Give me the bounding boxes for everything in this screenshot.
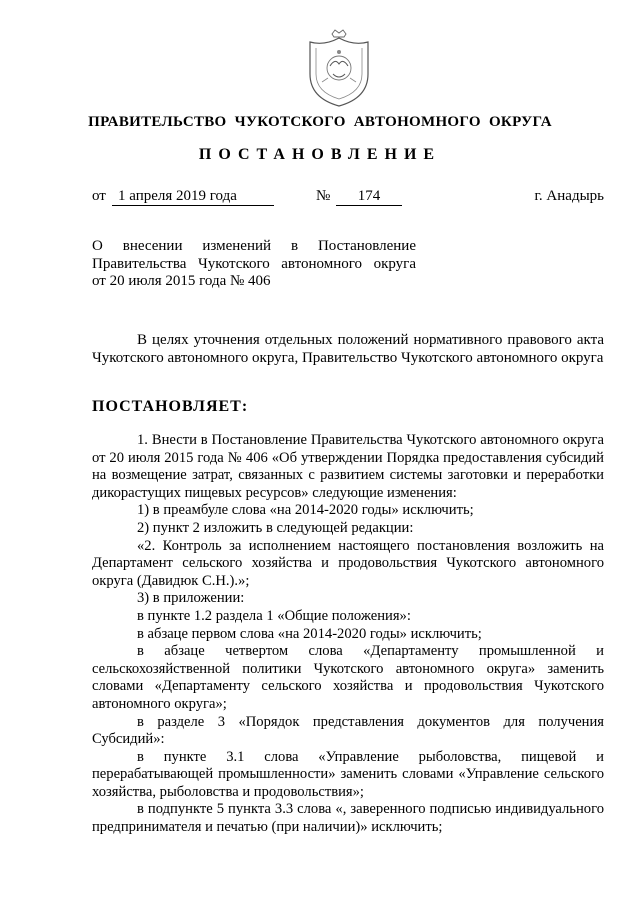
paragraph-9: в разделе 3 «Порядок представления документов для получения Субсидий»:: [92, 713, 604, 748]
document-subject: [92, 238, 416, 291]
paragraph-1: 1. Внести в Постановление Правительства Чукотского автономного округа от 20 июля 2015 года № 406 «Об утверждении Порядка предоставления субсидий на возмещение затрат, связанных с развитием системы заготовки и переработки дикорастущих пищевых ресурсов» следующие изменения:: [92, 432, 604, 501]
date-prefix: от: [92, 188, 106, 204]
government-title: ПРАВИТЕЛЬСТВО ЧУКОТСКОГО АВТОНОМНОГО ОКРУГА: [88, 114, 552, 130]
document-meta-row: [92, 188, 604, 210]
paragraph-8: в абзаце четвертом слова «Департаменту промышленной и сельскохозяйственной политики Чукотского автономного округа» заменить словами «Департаменту сельского хозяйства и продовольствия Чукотского автономного округа»;: [92, 643, 604, 712]
number-prefix: №: [316, 188, 331, 204]
coat-of-arms-emblem: [302, 28, 376, 110]
paragraph-11: в подпункте 5 пункта 3.3 слова «, заверенного подписью индивидуального предпринимателя и печатью (при наличии)» исключить;: [92, 801, 604, 836]
date-field-underline: [112, 188, 274, 206]
document-number: 174: [336, 188, 402, 206]
paragraph-10: в пункте 3.1 слова «Управление рыболовства, пищевой и перерабатывающей промышленности» заменить словами «Управление сельского хозяйства, рыболовства и продовольствия»;: [92, 748, 604, 800]
paragraph-4: «2. Контроль за исполнением настоящего постановления возложить на Департамент сельского хозяйства и продовольствия Чукотского автономного округа (Давидюк С.Н.).»;: [92, 537, 604, 589]
paragraph-6: в пункте 1.2 раздела 1 «Общие положения»:: [137, 607, 411, 624]
paragraph-3: 2) пункт 2 изложить в следующей редакции:: [137, 519, 414, 536]
document-date: 1 апреля 2019 года: [118, 188, 237, 204]
subject-line-2: Правительства Чукотского автономного округа: [92, 255, 416, 272]
subject-line-3: от 20 июля 2015 года № 406: [92, 273, 271, 289]
paragraph-2: 1) в преамбуле слова «на 2014-2020 годы» исключить;: [137, 502, 474, 519]
decree-body: [92, 432, 604, 837]
subject-line-1: О внесении изменений в Постановление: [92, 238, 416, 254]
document-place: г. Анадырь: [534, 188, 604, 204]
intro-paragraph: В целях уточнения отдельных положений нормативного правового акта Чукотского автономного округа, Правительство Чукотского автономного округа: [92, 332, 604, 366]
resolves-heading: ПОСТАНОВЛЯЕТ:: [92, 398, 249, 415]
paragraph-7: в абзаце первом слова «на 2014-2020 годы» исключить;: [137, 625, 482, 642]
document-type-title: ПОСТАНОВЛЕНИЕ: [198, 146, 442, 163]
paragraph-5: 3) в приложении:: [137, 590, 245, 607]
